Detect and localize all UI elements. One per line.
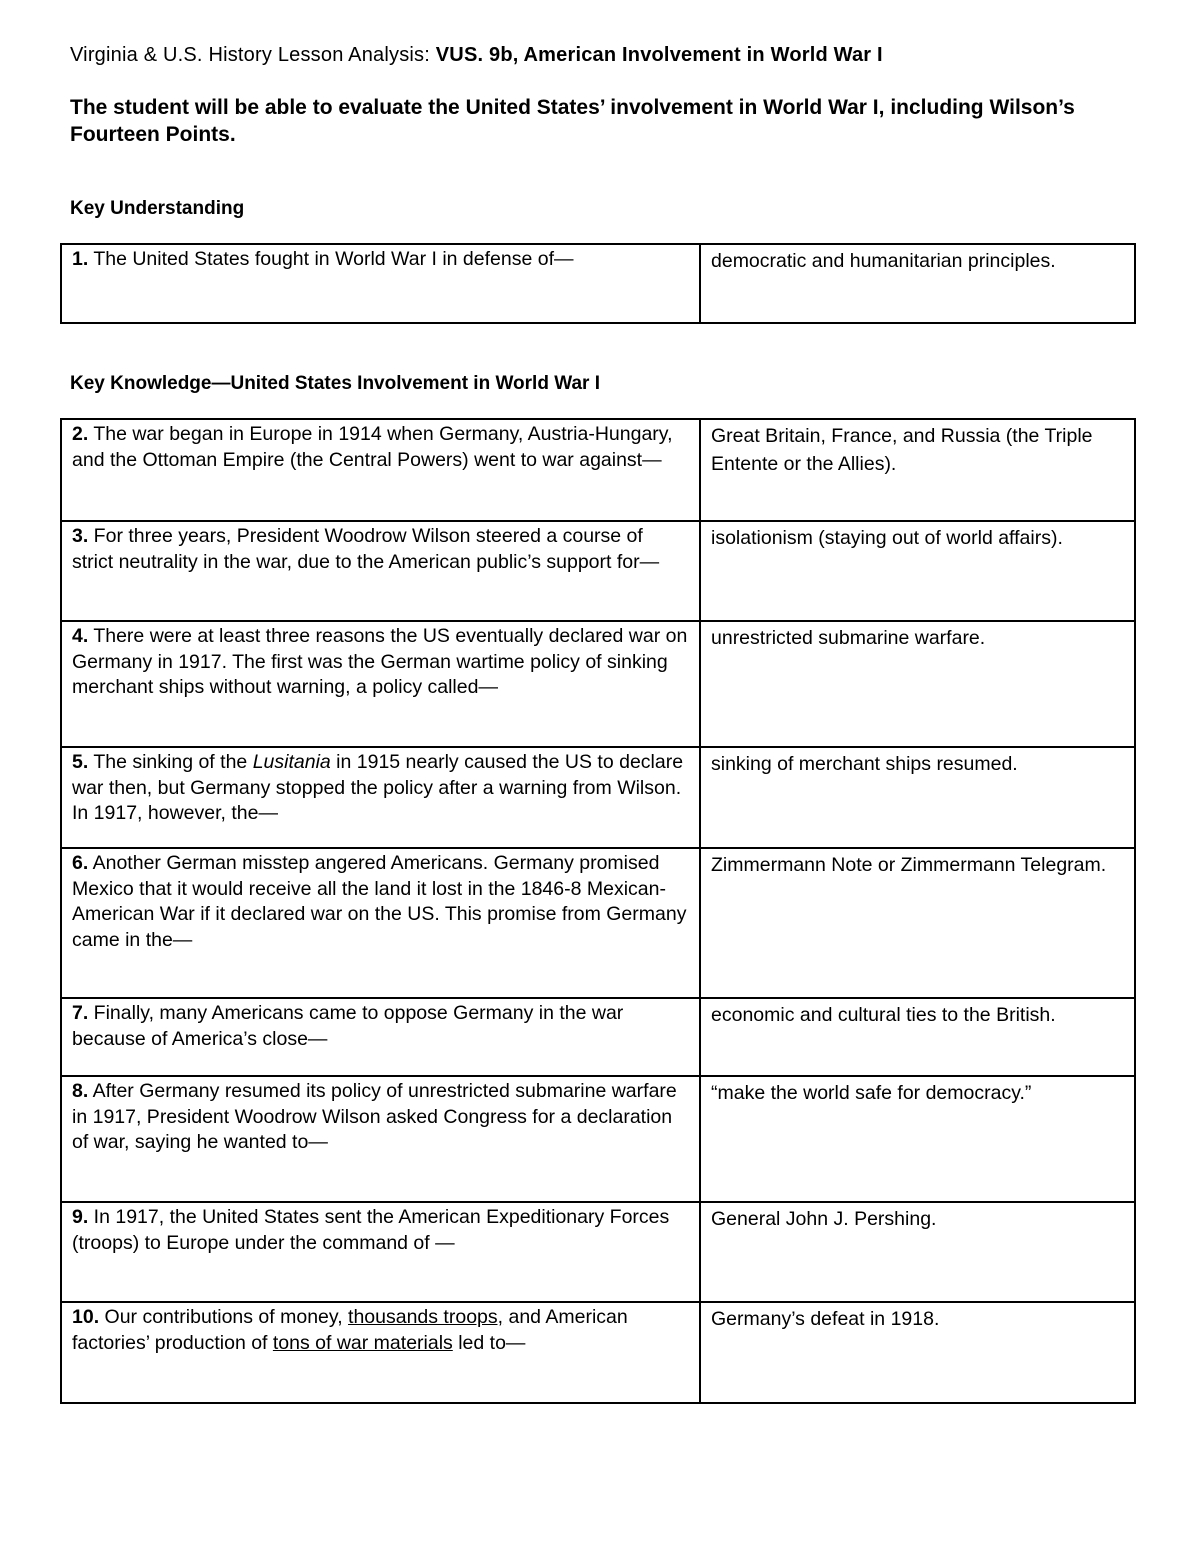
table-row: [61, 998, 1135, 1076]
question-text-start: The sinking of the: [88, 751, 253, 773]
key-understanding-heading: Key Understanding: [70, 198, 245, 219]
item-number: 7.: [72, 1002, 89, 1024]
key-knowledge-table: [60, 418, 1136, 1404]
answer-cell: isolationism (staying out of world affairs).: [700, 521, 1135, 621]
question-cell: [61, 419, 700, 521]
question-cell: [61, 244, 700, 323]
table-row: [61, 1302, 1135, 1403]
ship-name: Lusitania: [252, 751, 331, 773]
question-text: Another German misstep angered Americans. Germany promised Mexico that it would receive all the land it lost in the 1846-8 Mexican-American War if it declared war on the US. This promise from Germany came in the—: [72, 852, 687, 951]
table-row: [61, 244, 1135, 323]
answer-cell: “make the world safe for democracy.”: [700, 1076, 1135, 1202]
question-cell: [61, 747, 700, 848]
question-cell: [61, 1076, 700, 1202]
header-prefix: Virginia & U.S. History Lesson Analysis:: [70, 44, 436, 66]
question-text-middle: and American factories’ production of: [72, 1306, 628, 1354]
question-text: The United States fought in World War I in defense of—: [88, 248, 574, 270]
answer-cell: democratic and humanitarian principles.: [700, 244, 1135, 323]
table-row: [61, 621, 1135, 747]
document-header: [70, 44, 883, 67]
question-text: There were at least three reasons the US eventually declared war on Germany in 1917. The first was the German wartime policy of sinking merchant ships without warning, a policy called—: [72, 625, 688, 698]
answer-cell: Great Britain, France, and Russia (the Triple Entente or the Allies).: [700, 419, 1135, 521]
item-number: 10.: [72, 1306, 100, 1328]
question-text: Finally, many Americans came to oppose Germany in the war because of America’s close—: [72, 1002, 624, 1050]
item-number: 3.: [72, 525, 89, 547]
question-cell: [61, 621, 700, 747]
answer-cell: Zimmermann Note or Zimmermann Telegram.: [700, 848, 1135, 998]
question-cell: [61, 1302, 700, 1403]
item-number: 1.: [72, 248, 89, 270]
table-row: [61, 521, 1135, 621]
answer-cell: General John J. Pershing.: [700, 1202, 1135, 1302]
question-text: For three years, President Woodrow Wilson steered a course of strict neutrality in the war, due to the American public’s support for—: [72, 525, 660, 573]
table-row: [61, 747, 1135, 848]
key-knowledge-heading: Key Knowledge—United States Involvement in World War I: [70, 373, 600, 394]
question-cell: [61, 521, 700, 621]
question-cell: [61, 998, 700, 1076]
item-number: 2.: [72, 423, 89, 445]
question-text-end: led to—: [452, 1331, 526, 1354]
item-number: 5.: [72, 751, 89, 773]
table-row: [61, 419, 1135, 521]
table-row: [61, 1076, 1135, 1202]
question-text: In 1917, the United States sent the American Expeditionary Forces (troops) to Europe under the command of —: [72, 1206, 670, 1254]
key-understanding-table: [60, 243, 1136, 324]
question-text: After Germany resumed its policy of unrestricted submarine warfare in 1917, President Woodrow Wilson asked Congress for a declaration of war, saying he wanted to—: [72, 1080, 677, 1153]
question-cell: [61, 848, 700, 998]
answer-cell: Germany’s defeat in 1918.: [700, 1302, 1135, 1403]
question-text-start: Our contributions of money,: [99, 1306, 349, 1328]
item-number: 6.: [72, 852, 89, 874]
answer-cell: economic and cultural ties to the British.: [700, 998, 1135, 1076]
table-row: [61, 848, 1135, 998]
item-number: 4.: [72, 625, 89, 647]
question-text: The war began in Europe in 1914 when Germany, Austria-Hungary, and the Ottoman Empire (the Central Powers) went to war against—: [72, 423, 673, 471]
standard-code: VUS. 9b, American Involvement in World War I: [435, 44, 883, 66]
learning-objective: The student will be able to evaluate the United States’ involvement in World War I, including Wilson’s Fourteen Points.: [70, 96, 1075, 146]
underlined-phrase-troops: thousands troops,: [348, 1306, 504, 1328]
item-number: 9.: [72, 1206, 89, 1228]
answer-cell: sinking of merchant ships resumed.: [700, 747, 1135, 848]
answer-cell: unrestricted submarine warfare.: [700, 621, 1135, 747]
underlined-phrase-materials: tons of war materials: [272, 1331, 453, 1354]
question-text-end: in 1915 nearly caused the US to declare war then, but Germany stopped the policy after a warning from Wilson. In 1917, however, the—: [72, 751, 684, 824]
item-number: 8.: [72, 1080, 89, 1102]
table-row: [61, 1202, 1135, 1302]
question-cell: [61, 1202, 700, 1302]
